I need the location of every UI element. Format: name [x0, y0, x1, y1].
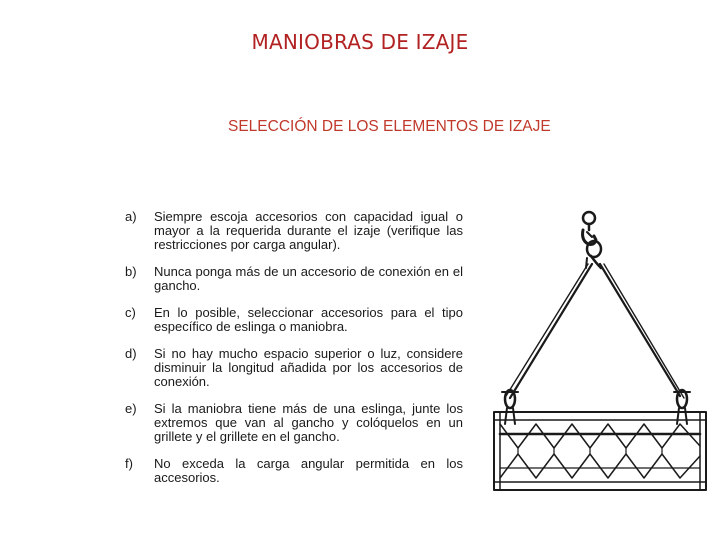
section-subtitle: SELECCIÓN DE LOS ELEMENTOS DE IZAJE	[228, 118, 551, 135]
rule-text: En lo posible, seleccionar accesorios para el tipo específico de eslinga o maniobra.	[154, 305, 463, 334]
rule-marker: f)	[125, 456, 133, 471]
rigging-illustration-icon	[488, 206, 712, 496]
sling-left	[506, 264, 592, 398]
crate-icon	[494, 412, 706, 490]
rule-marker: d)	[125, 346, 137, 361]
hook-icon	[583, 212, 601, 268]
rule-item-a	[123, 210, 463, 252]
rule-marker: b)	[125, 264, 137, 279]
rule-item-c	[123, 306, 463, 334]
page-title: MANIOBRAS DE IZAJE	[251, 30, 469, 54]
rule-text: Siempre escoja accesorios con capacidad igual o mayor a la requerida durante el izaje (verifique las restricciones por carga angular).	[154, 209, 463, 252]
rule-item-e	[123, 402, 463, 444]
rule-marker: c)	[125, 305, 136, 320]
rule-item-b	[123, 265, 463, 293]
rule-marker: a)	[125, 209, 137, 224]
rule-text: No exceda la carga angular permitida en los accesorios.	[154, 456, 463, 485]
rule-item-f	[123, 457, 463, 485]
rule-text: Si no hay mucho espacio superior o luz, considere disminuir la longitud añadida por los accesorios de conexión.	[154, 346, 463, 389]
rule-text: Nunca ponga más de un accesorio de conexión en el gancho.	[154, 264, 463, 293]
rules-list	[123, 210, 463, 485]
sling-right	[600, 264, 684, 398]
left-shackle-icon	[502, 390, 518, 424]
rule-item-d	[123, 347, 463, 389]
rule-marker: e)	[125, 401, 137, 416]
rule-text: Si la maniobra tiene más de una eslinga, junte los extremos que van al gancho y colóquelos en un grillete y el grillete en el gancho.	[154, 401, 463, 444]
